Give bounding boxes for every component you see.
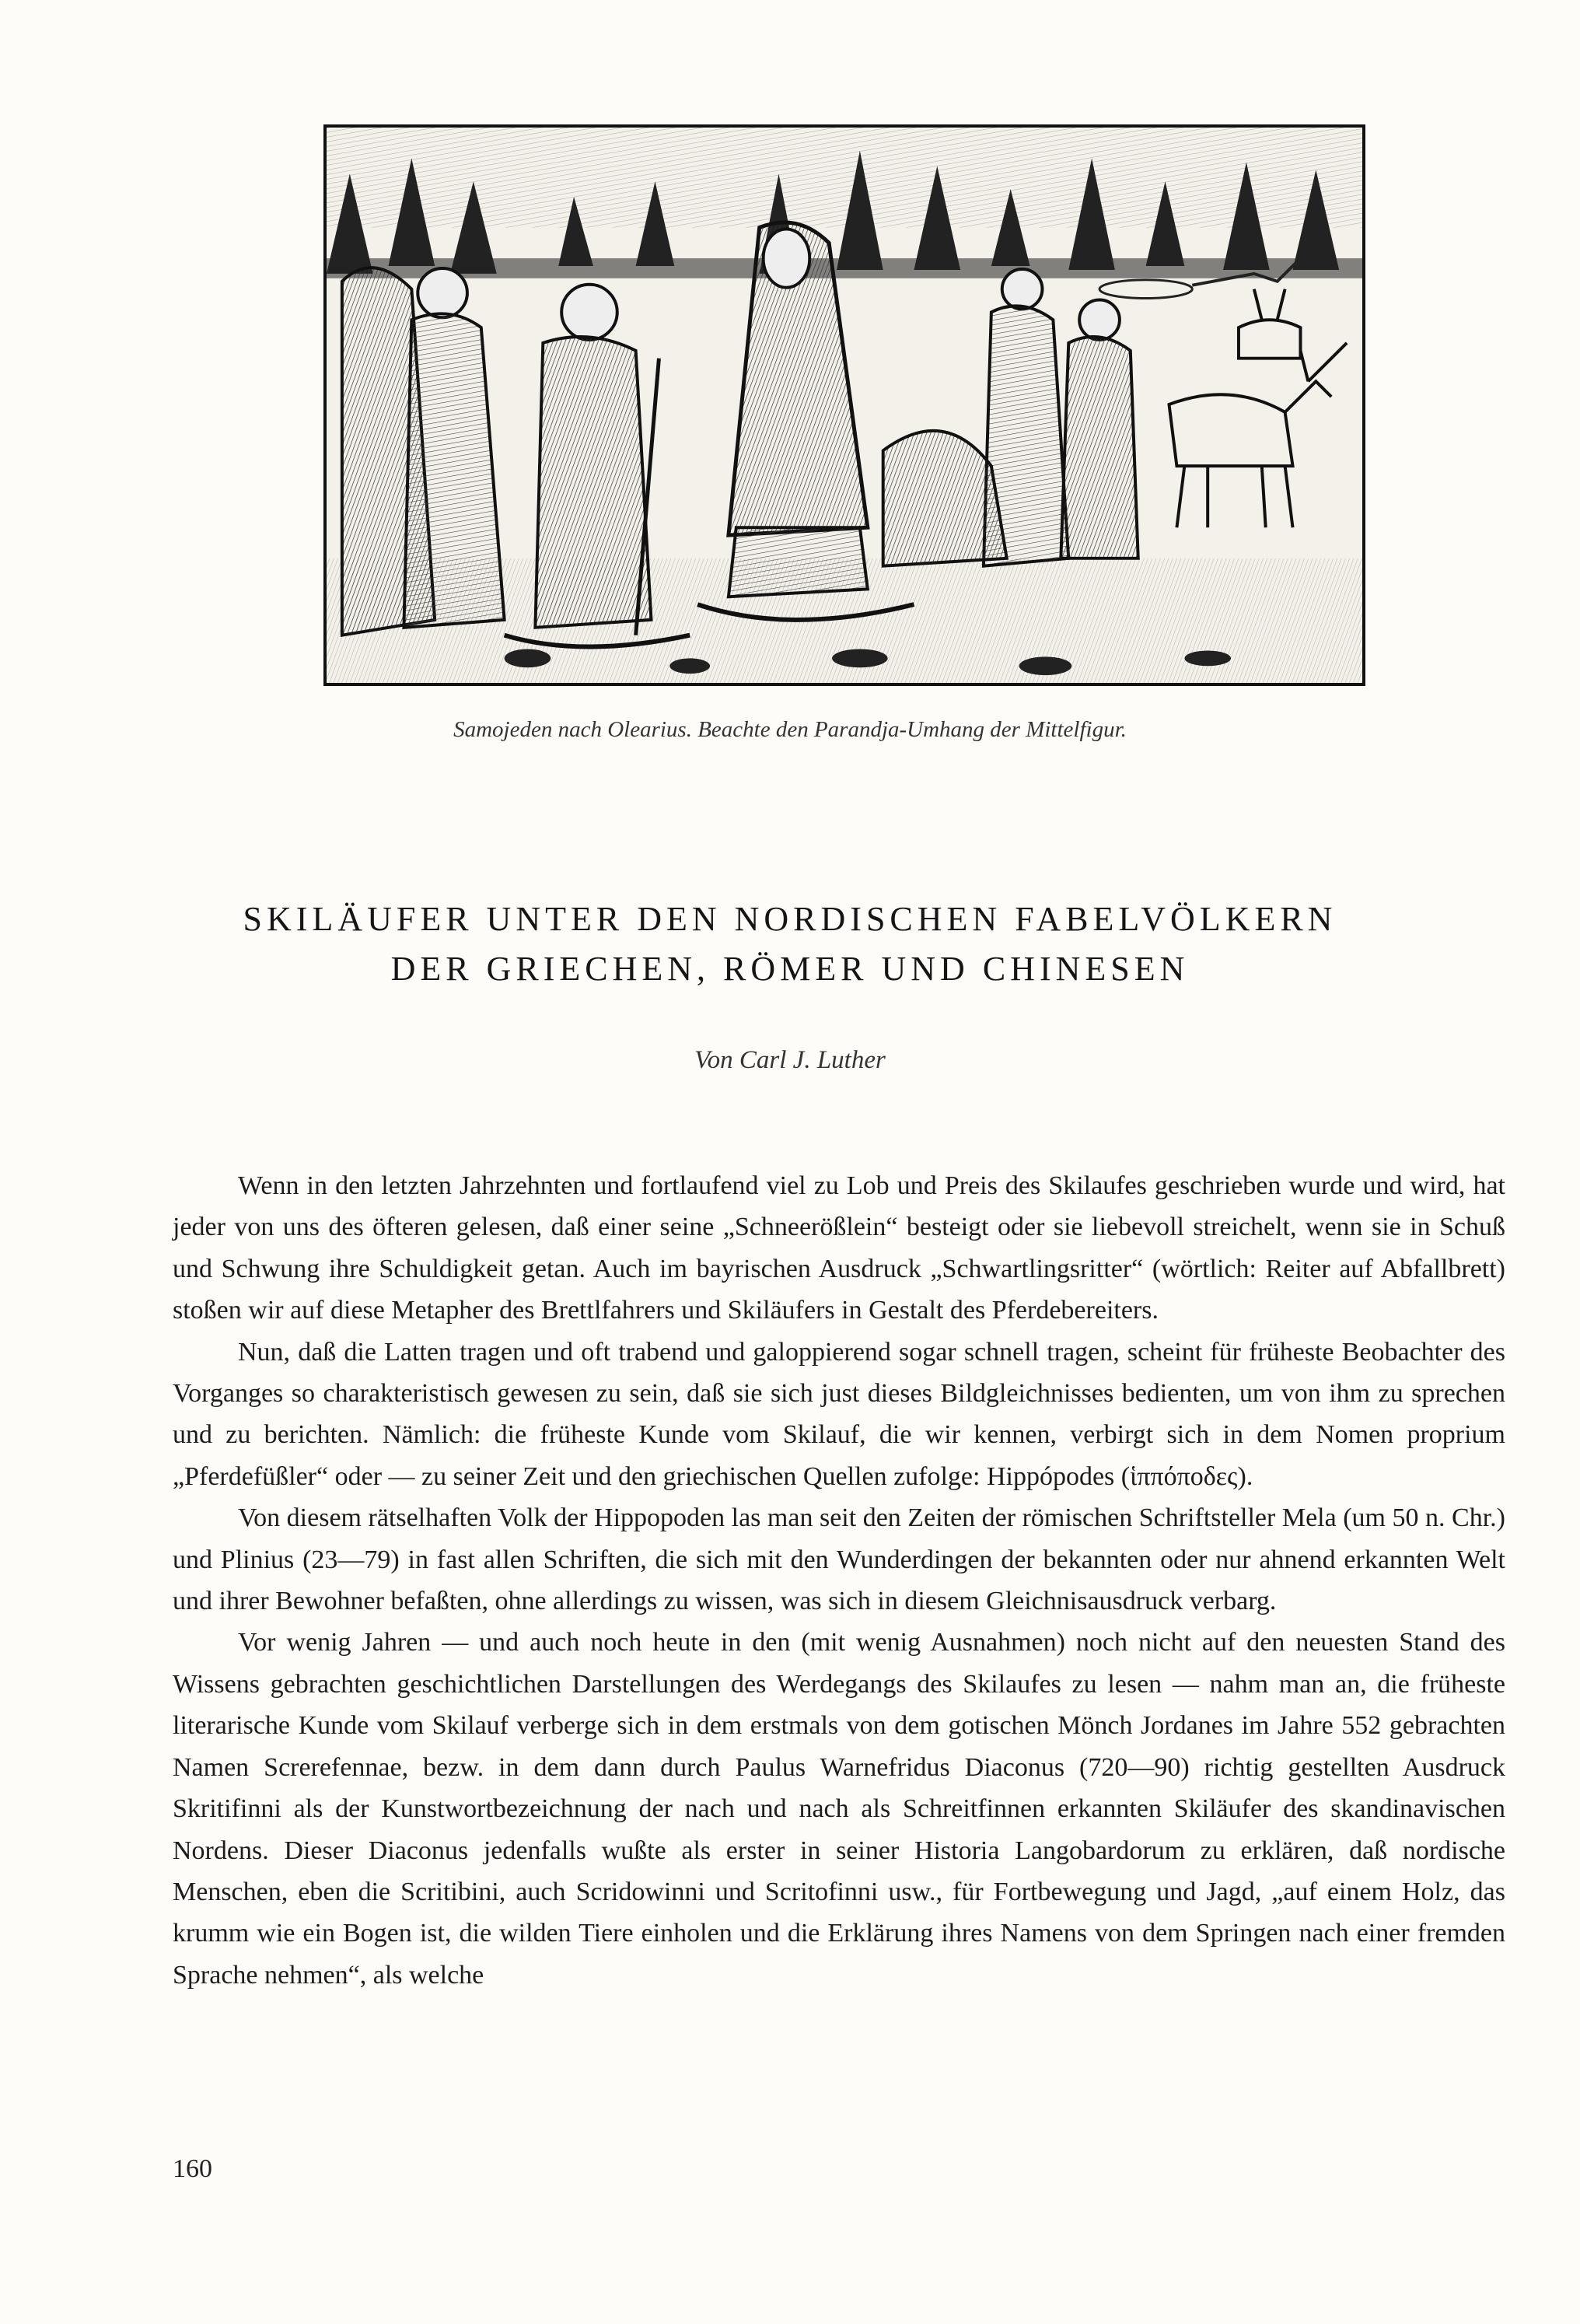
title-line-2: DER GRIECHEN, RÖMER UND CHINESEN: [390, 950, 1190, 988]
paragraph-1: Wenn in den letzten Jahrzehnten und fortlaufend viel zu Lob und Preis des Skilaufes geschrieben wurde und wird, hat jeder von uns des öfteren gelesen, daß einer seine „Schneerößlein“ besteigt oder sie liebevoll streichelt, wenn sie in Schuß und Schwung ihre Schuldigkeit getan. Auch im bayrischen Ausdruck „Schwartlingsritter“ (wörtlich: Reiter auf Abfallbrett) stoßen wir auf diese Metapher des Brettlfahrers und Skiläufers in Gestalt des Pferdebereiters.: [173, 1171, 1505, 1325]
title-line-1: SKILÄUFER UNTER DEN NORDISCHEN FABELVÖLKERN: [243, 900, 1337, 938]
paragraph-2: Nun, daß die Latten tragen und oft trabend und galoppierend sogar schnell tragen, scheint für früheste Beobachter des Vorganges so charakteristisch gewesen zu sein, daß sie sich just dieses Bildgleichnisses bedienten, um von ihm zu sprechen und zu berichten. Nämlich: die früheste Kunde vom Skilauf, die wir kennen, verbirgt sich in dem Nomen proprium „Pferdefüßler“ oder — zu seiner Zeit und den griechischen Quellen zufolge: Hippópodes (ἱππόποδες).: [173, 1337, 1505, 1491]
woodcut-illustration: [323, 124, 1365, 686]
reindeer: [1169, 289, 1347, 528]
article-body: [173, 1165, 1505, 1996]
author-byline: Von Carl J. Luther: [694, 1046, 886, 1074]
figure-right-group: [883, 269, 1138, 566]
samoyed-scene-drawing: [327, 128, 1362, 683]
page-number: 160: [173, 2154, 212, 2183]
figure-caption: Samojeden nach Olearius. Beachte den Parandja-Umhang der Mittelfigur.: [453, 717, 1127, 742]
paragraph-4: Vor wenig Jahren — und auch noch heute in den (mit wenig Ausnahmen) noch nicht auf den neuesten Stand des Wissens gebrachten geschichtlichen Darstellungen des Werdegangs des Skilaufes zu lesen — nahm man an, die früheste literarische Kunde vom Skilauf verberge sich in dem erstmals von dem gotischen Mönch Jordanes im Jahre 552 gebrachten Namen Screrefennae, bezw. in dem dann durch Paulus Warnefridus Diaconus (720—90) richtig gestellten Ausdruck Skritifinni als der Kunstwortbezeichnung der nach und nach als Schreitfinnen erkannten Skiläufer des skandinavischen Nordens. Dieser Diaconus jedenfalls wußte als erster in seiner Historia Langobardorum zu erklären, daß nordische Menschen, eben die Scritibini, auch Scridowinni und Scritofinni usw., für Fortbewegung und Jagd, „auf einem Holz, das krumm wie ein Bogen ist, die wilden Tiere einholen und die Erklärung ihres Namens von dem Springen nach einer fremden Sprache nehmen“, als welche: [173, 1628, 1505, 1990]
article-title: [0, 894, 1580, 994]
paragraph-3: Von diesem rätselhaften Volk der Hippopoden las man seit den Zeiten der römischen Schriftsteller Mela (um 50 n. Chr.) und Plinius (23—79) in fast allen Schriften, die sich mit den Wunderdingen der bekannten oder nur ahnend erkannten Welt und ihrer Bewohner befaßten, ohne allerdings zu wissen, was sich in diesem Gleichnisausdruck verbarg.: [173, 1503, 1505, 1616]
